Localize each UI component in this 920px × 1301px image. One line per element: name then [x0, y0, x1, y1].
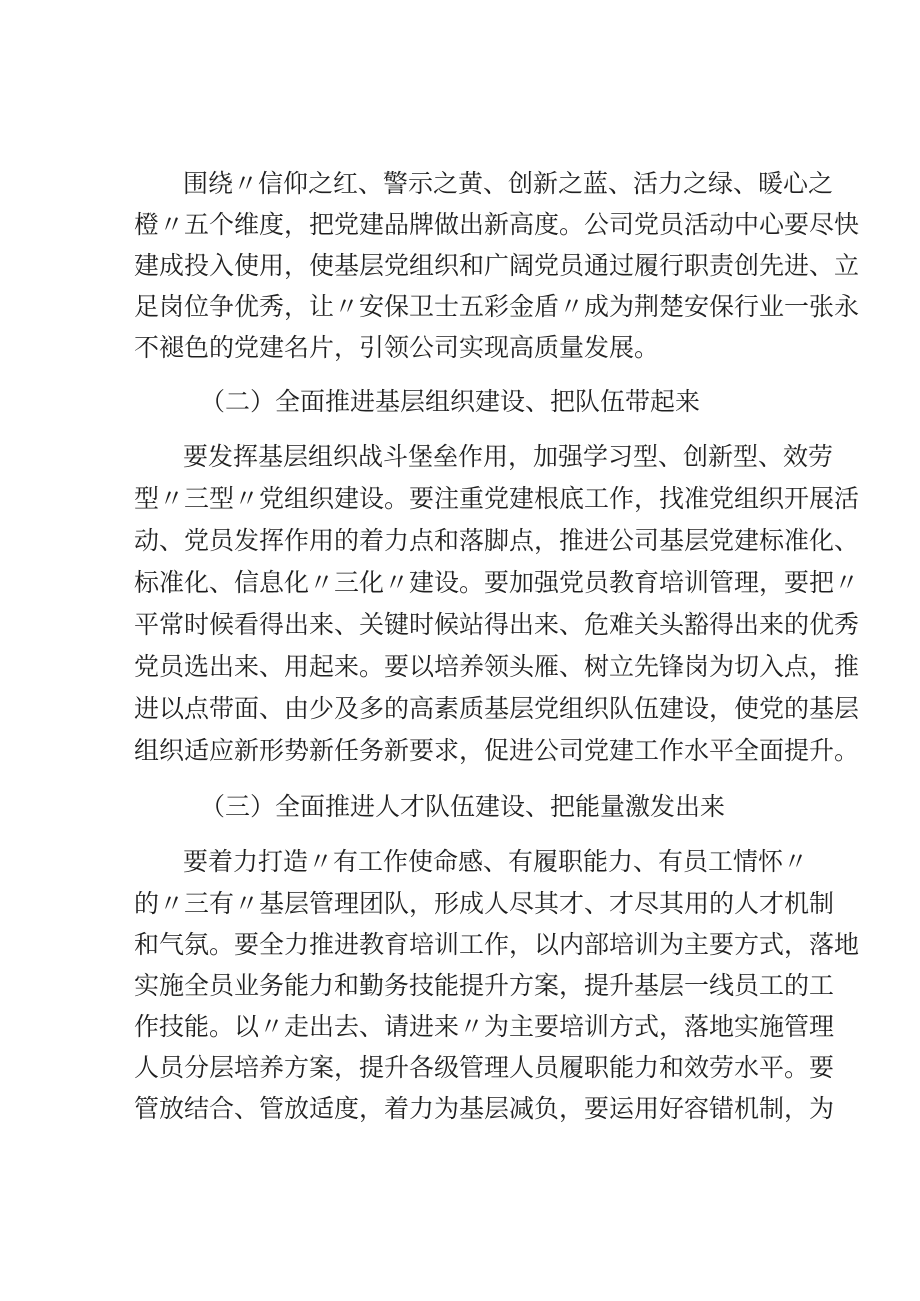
- paragraph-3-line-4: 实施全员业务能力和勤务技能提升方案，提升基层一线员工的工: [134, 971, 835, 1000]
- paragraph-2-line-3: 动、党员发挥作用的着力点和落脚点，推进公司基层党建标准化、: [134, 526, 860, 555]
- paragraph-3-line-3: 和气氛。要全力推进教育培训工作，以内部培训为主要方式，落地: [134, 930, 860, 959]
- paragraph-2-line-5: 平常时候看得出来、关键时候站得出来、危难关头豁得出来的优秀: [134, 610, 860, 639]
- paragraph-2-line-2: 型〃三型〃党组织建设。要注重党建根底工作，找准党组织开展活: [134, 484, 860, 513]
- paragraph-3-line-5: 作技能。以〃走出去、请进来〃为主要培训方式，落地实施管理: [134, 1012, 835, 1041]
- paragraph-3-line-7: 管放结合、管放适度，着力为基层减负，要运用好容错机制，为: [134, 1094, 835, 1123]
- paragraph-3-line-1: 要着力打造〃有工作使命感、有履职能力、有员工情怀〃: [183, 847, 809, 876]
- paragraph-1-line-1: 围绕〃信仰之红、警示之黄、创新之蓝、活力之绿、暖心之: [183, 169, 834, 198]
- section-heading-3: （三）全面推进人才队伍建设、把能量激发出来: [200, 792, 726, 821]
- paragraph-2-line-1: 要发挥基层组织战斗堡垒作用，加强学习型、创新型、效劳: [183, 442, 834, 471]
- paragraph-2-line-7: 进以点带面、由少及多的高素质基层党组织队伍建设，使党的基层: [134, 694, 860, 723]
- paragraph-2-line-8: 组织适应新形势新任务新要求，促进公司党建工作水平全面提升。: [134, 736, 860, 765]
- paragraph-2-line-4: 标准化、信息化〃三化〃建设。要加强党员教育培训管理，要把〃: [134, 568, 860, 597]
- paragraph-2-line-6: 党员选出来、用起来。要以培养领头雁、树立先锋岗为切入点，推: [134, 652, 860, 681]
- paragraph-1-line-2: 橙〃五个维度，把党建品牌做出新高度。公司党员活动中心要尽快: [134, 210, 860, 239]
- paragraph-1-line-4: 足岗位争优秀，让〃安保卫士五彩金盾〃成为荆楚安保行业一张永: [134, 292, 860, 321]
- paragraph-3-line-2: 的〃三有〃基层管理团队，形成人尽其才、才尽其用的人才机制: [134, 889, 835, 918]
- paragraph-1-line-5: 不褪色的党建名片，引领公司实现高质量发展。: [134, 333, 660, 362]
- section-heading-2: （二）全面推进基层组织建设、把队伍带起来: [200, 387, 701, 416]
- paragraph-3-line-6: 人员分层培养方案，提升各级管理人员履职能力和效劳水平。要: [134, 1053, 835, 1082]
- paragraph-1-line-3: 建成投入使用，使基层党组织和广阔党员通过履行职责创先进、立: [134, 251, 860, 280]
